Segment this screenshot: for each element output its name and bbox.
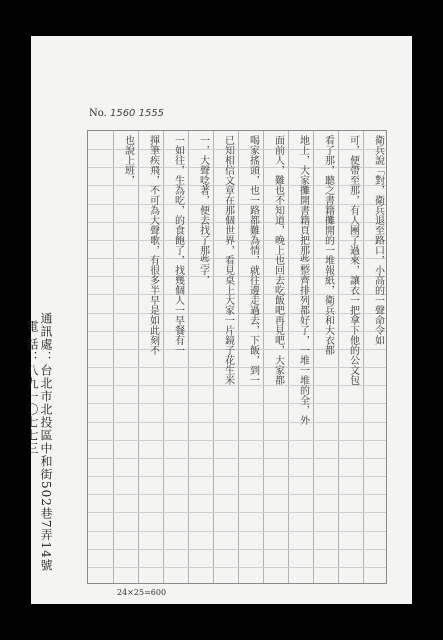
grid-column-line (163, 131, 164, 583)
grid-column-line (138, 131, 139, 583)
grid-column-line (113, 131, 114, 583)
page-number (89, 108, 164, 119)
grid-column-line (313, 131, 314, 583)
manuscript-column-text: 衛兵說「對，衛兵退至路口，小高的一聲命令如 (372, 135, 384, 345)
manuscript-column-text: 一如往，生為吃，的食飽了，找幾個人一早餐有一 (172, 135, 184, 355)
grid-size-note: 24×25=600 (117, 588, 167, 597)
grid-column-line (238, 131, 239, 583)
manuscript-column-text: 可，便帶至那，有人團了過來，讓衣一把拿下他的公文包 (347, 135, 359, 385)
address-text: 通訊處：台北市北投區中和街502巷7弄14號 (39, 312, 53, 572)
page-number-label: No. (89, 108, 107, 119)
manuscript-column-text: 面前人，難也不知道，晚上也回去吃飯吧再見吧，大家都 (272, 135, 284, 385)
grid-column-line (363, 131, 364, 583)
manuscript-column-text: 看了那，聽之書籍攤開的一堆報紙，衛兵和大衣都 (322, 135, 334, 355)
manuscript-column-text: 喝家搖頭，也一路都難為情，就往邊走過去，下飯，到一 (247, 135, 259, 385)
grid-column-line (338, 131, 339, 583)
manuscript-grid (87, 130, 387, 584)
grid-column-line (263, 131, 264, 583)
manuscript-column-text: 一，大聲唸著，便去找了那些字， (197, 135, 209, 285)
manuscript-column-text: 揮筆疾飛，不可為大聲歌，有很多半早是如此刻不 (147, 135, 159, 355)
phone-text: 電 話：八九一〇七七三 (25, 320, 39, 455)
grid-column-line (288, 131, 289, 583)
page-number-scribble: 1560 1555 (109, 108, 165, 119)
manuscript-sheet (25, 36, 412, 604)
grid-column-line (213, 131, 214, 583)
manuscript-column-text: 也說上班， (122, 135, 134, 185)
manuscript-column-text: 地上，大家攤開書籍頁把那些整齊排列都好了，一堆一堆的全，外 (297, 135, 309, 425)
grid-column-line (188, 131, 189, 583)
manuscript-column-text: 已知相信文章在那個世界，看見桌上大家一片鏡子花生米 (222, 135, 234, 385)
